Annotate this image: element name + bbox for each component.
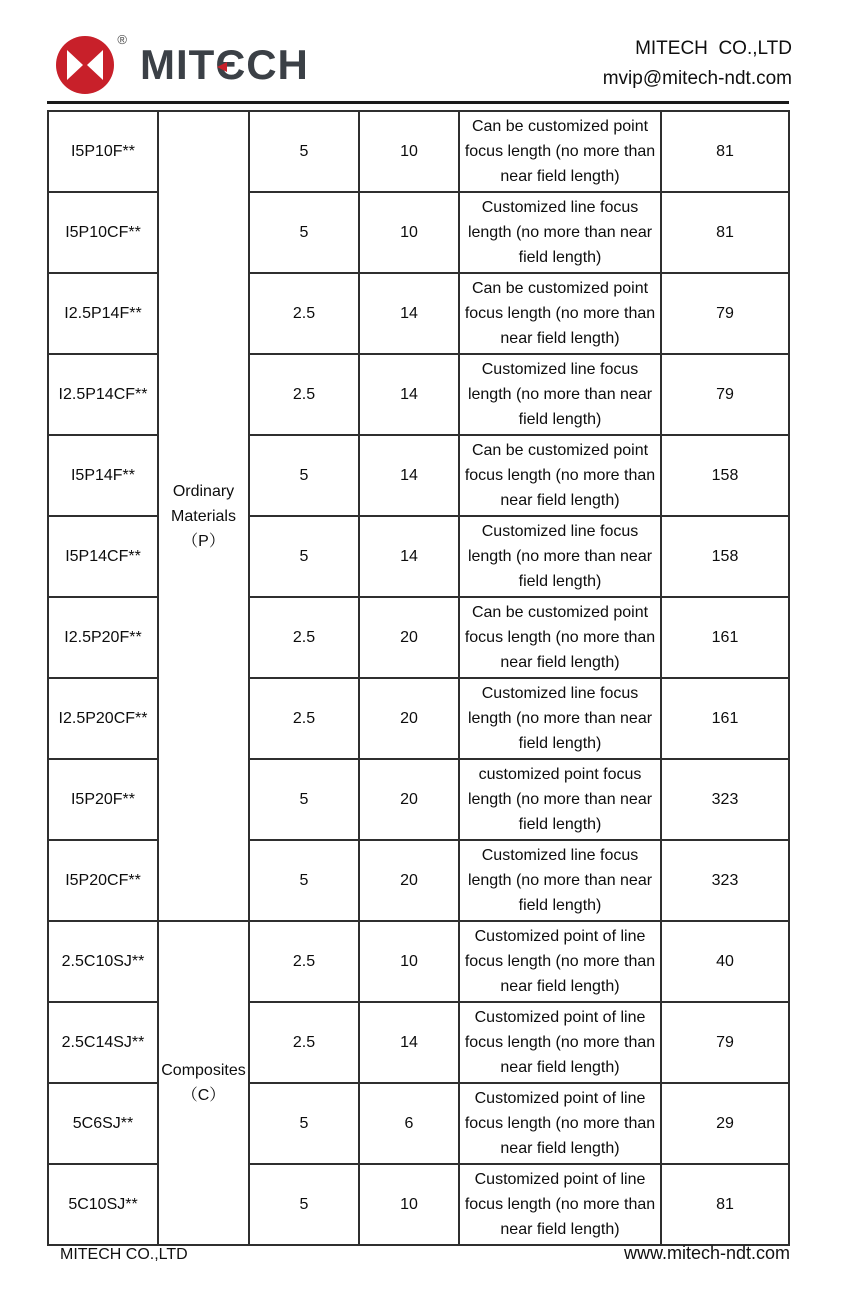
description-cell: Can be customized point focus length (no more than near field length) (459, 597, 661, 678)
value-cell: 323 (661, 759, 789, 840)
frequency-cell: 2.5 (249, 678, 359, 759)
diameter-cell: 20 (359, 678, 459, 759)
value-cell: 323 (661, 840, 789, 921)
frequency-cell: 5 (249, 759, 359, 840)
mitech-logo-icon (56, 32, 127, 94)
description-cell: Customized point of line focus length (no more than near field length) (459, 1083, 661, 1164)
group-name: Composites (161, 1062, 246, 1079)
red-arrow-icon (217, 62, 227, 72)
description-cell: Customized point of line focus length (no more than near field length) (459, 1164, 661, 1245)
frequency-cell: 2.5 (249, 921, 359, 1002)
group-cell-ordinary-materials (158, 111, 249, 921)
model-cell: I2.5P14F** (48, 273, 158, 354)
value-cell: 158 (661, 516, 789, 597)
value-cell: 81 (661, 111, 789, 192)
description-cell: Customized line focus length (no more than near field length) (459, 354, 661, 435)
description-cell: Customized line focus length (no more than near field length) (459, 516, 661, 597)
stylized-e-glyph (215, 41, 247, 88)
group-code: （P） (182, 532, 225, 550)
value-cell: 161 (661, 597, 789, 678)
value-cell: 79 (661, 354, 789, 435)
model-cell: I5P14F** (48, 435, 158, 516)
model-cell: I5P10F** (48, 111, 158, 192)
model-cell: I2.5P14CF** (48, 354, 158, 435)
frequency-cell: 2.5 (249, 597, 359, 678)
frequency-cell: 2.5 (249, 273, 359, 354)
diameter-cell: 14 (359, 435, 459, 516)
description-cell: Customized line focus length (no more than near field length) (459, 840, 661, 921)
frequency-cell: 5 (249, 1164, 359, 1245)
description-cell: customized point focus length (no more than near field length) (459, 759, 661, 840)
description-cell: Can be customized point focus length (no more than near field length) (459, 435, 661, 516)
value-cell: 29 (661, 1083, 789, 1164)
mitech-wordmark (140, 41, 309, 88)
description-cell: Customized line focus length (no more than near field length) (459, 678, 661, 759)
header-divider (47, 101, 789, 104)
description-cell: Can be customized point focus length (no more than near field length) (459, 273, 661, 354)
table-row (48, 921, 789, 1002)
table-row (48, 111, 789, 192)
header-company-name: MITECH CO.,LTD (635, 38, 792, 59)
model-cell: I5P10CF** (48, 192, 158, 273)
registered-mark: ® (117, 32, 127, 47)
model-cell: I2.5P20F** (48, 597, 158, 678)
page-footer (60, 1243, 790, 1264)
value-cell: 81 (661, 1164, 789, 1245)
diameter-cell: 6 (359, 1083, 459, 1164)
value-cell: 161 (661, 678, 789, 759)
frequency-cell: 5 (249, 435, 359, 516)
e-character: Є (215, 41, 247, 88)
footer-website: www.mitech-ndt.com (623, 1243, 790, 1263)
frequency-cell: 2.5 (249, 1002, 359, 1083)
value-cell: 40 (661, 921, 789, 1002)
footer-company-name: MITECH CO.,LTD (60, 1246, 188, 1263)
group-name: Ordinary Materials (171, 482, 236, 525)
wordmark-right: CH (246, 41, 309, 88)
frequency-cell: 5 (249, 840, 359, 921)
diameter-cell: 10 (359, 1164, 459, 1245)
diameter-cell: 14 (359, 273, 459, 354)
bowtie-right-triangle-icon (87, 50, 103, 80)
diameter-cell: 14 (359, 516, 459, 597)
description-cell: Customized point of line focus length (no more than near field length) (459, 921, 661, 1002)
header-email: mvip@mitech-ndt.com (602, 68, 792, 89)
model-cell: I2.5P20CF** (48, 678, 158, 759)
value-cell: 158 (661, 435, 789, 516)
value-cell: 79 (661, 1002, 789, 1083)
bowtie-left-triangle-icon (67, 50, 83, 80)
diameter-cell: 20 (359, 597, 459, 678)
value-cell: 79 (661, 273, 789, 354)
group-cell-composites (158, 921, 249, 1245)
model-cell: I5P20F** (48, 759, 158, 840)
description-cell: Customized line focus length (no more than near field length) (459, 192, 661, 273)
frequency-cell: 5 (249, 192, 359, 273)
description-cell: Can be customized point focus length (no more than near field length) (459, 111, 661, 192)
model-cell: 2.5C14SJ** (48, 1002, 158, 1083)
model-cell: 2.5C10SJ** (48, 921, 158, 1002)
model-cell: 5C6SJ** (48, 1083, 158, 1164)
description-cell: Customized point of line focus length (no more than near field length) (459, 1002, 661, 1083)
diameter-cell: 10 (359, 192, 459, 273)
diameter-cell: 20 (359, 759, 459, 840)
model-cell: 5C10SJ** (48, 1164, 158, 1245)
value-cell: 81 (661, 192, 789, 273)
frequency-cell: 5 (249, 111, 359, 192)
diameter-cell: 10 (359, 111, 459, 192)
frequency-cell: 5 (249, 516, 359, 597)
diameter-cell: 10 (359, 921, 459, 1002)
diameter-cell: 14 (359, 354, 459, 435)
diameter-cell: 14 (359, 1002, 459, 1083)
frequency-cell: 5 (249, 1083, 359, 1164)
group-code: （C） (181, 1087, 226, 1104)
model-cell: I5P20CF** (48, 840, 158, 921)
model-cell: I5P14CF** (48, 516, 158, 597)
frequency-cell: 2.5 (249, 354, 359, 435)
wordmark-left: MIT (140, 41, 216, 88)
product-spec-table (47, 110, 790, 1246)
header-contact-block (603, 34, 792, 94)
diameter-cell: 20 (359, 840, 459, 921)
mitech-logo (56, 32, 309, 94)
